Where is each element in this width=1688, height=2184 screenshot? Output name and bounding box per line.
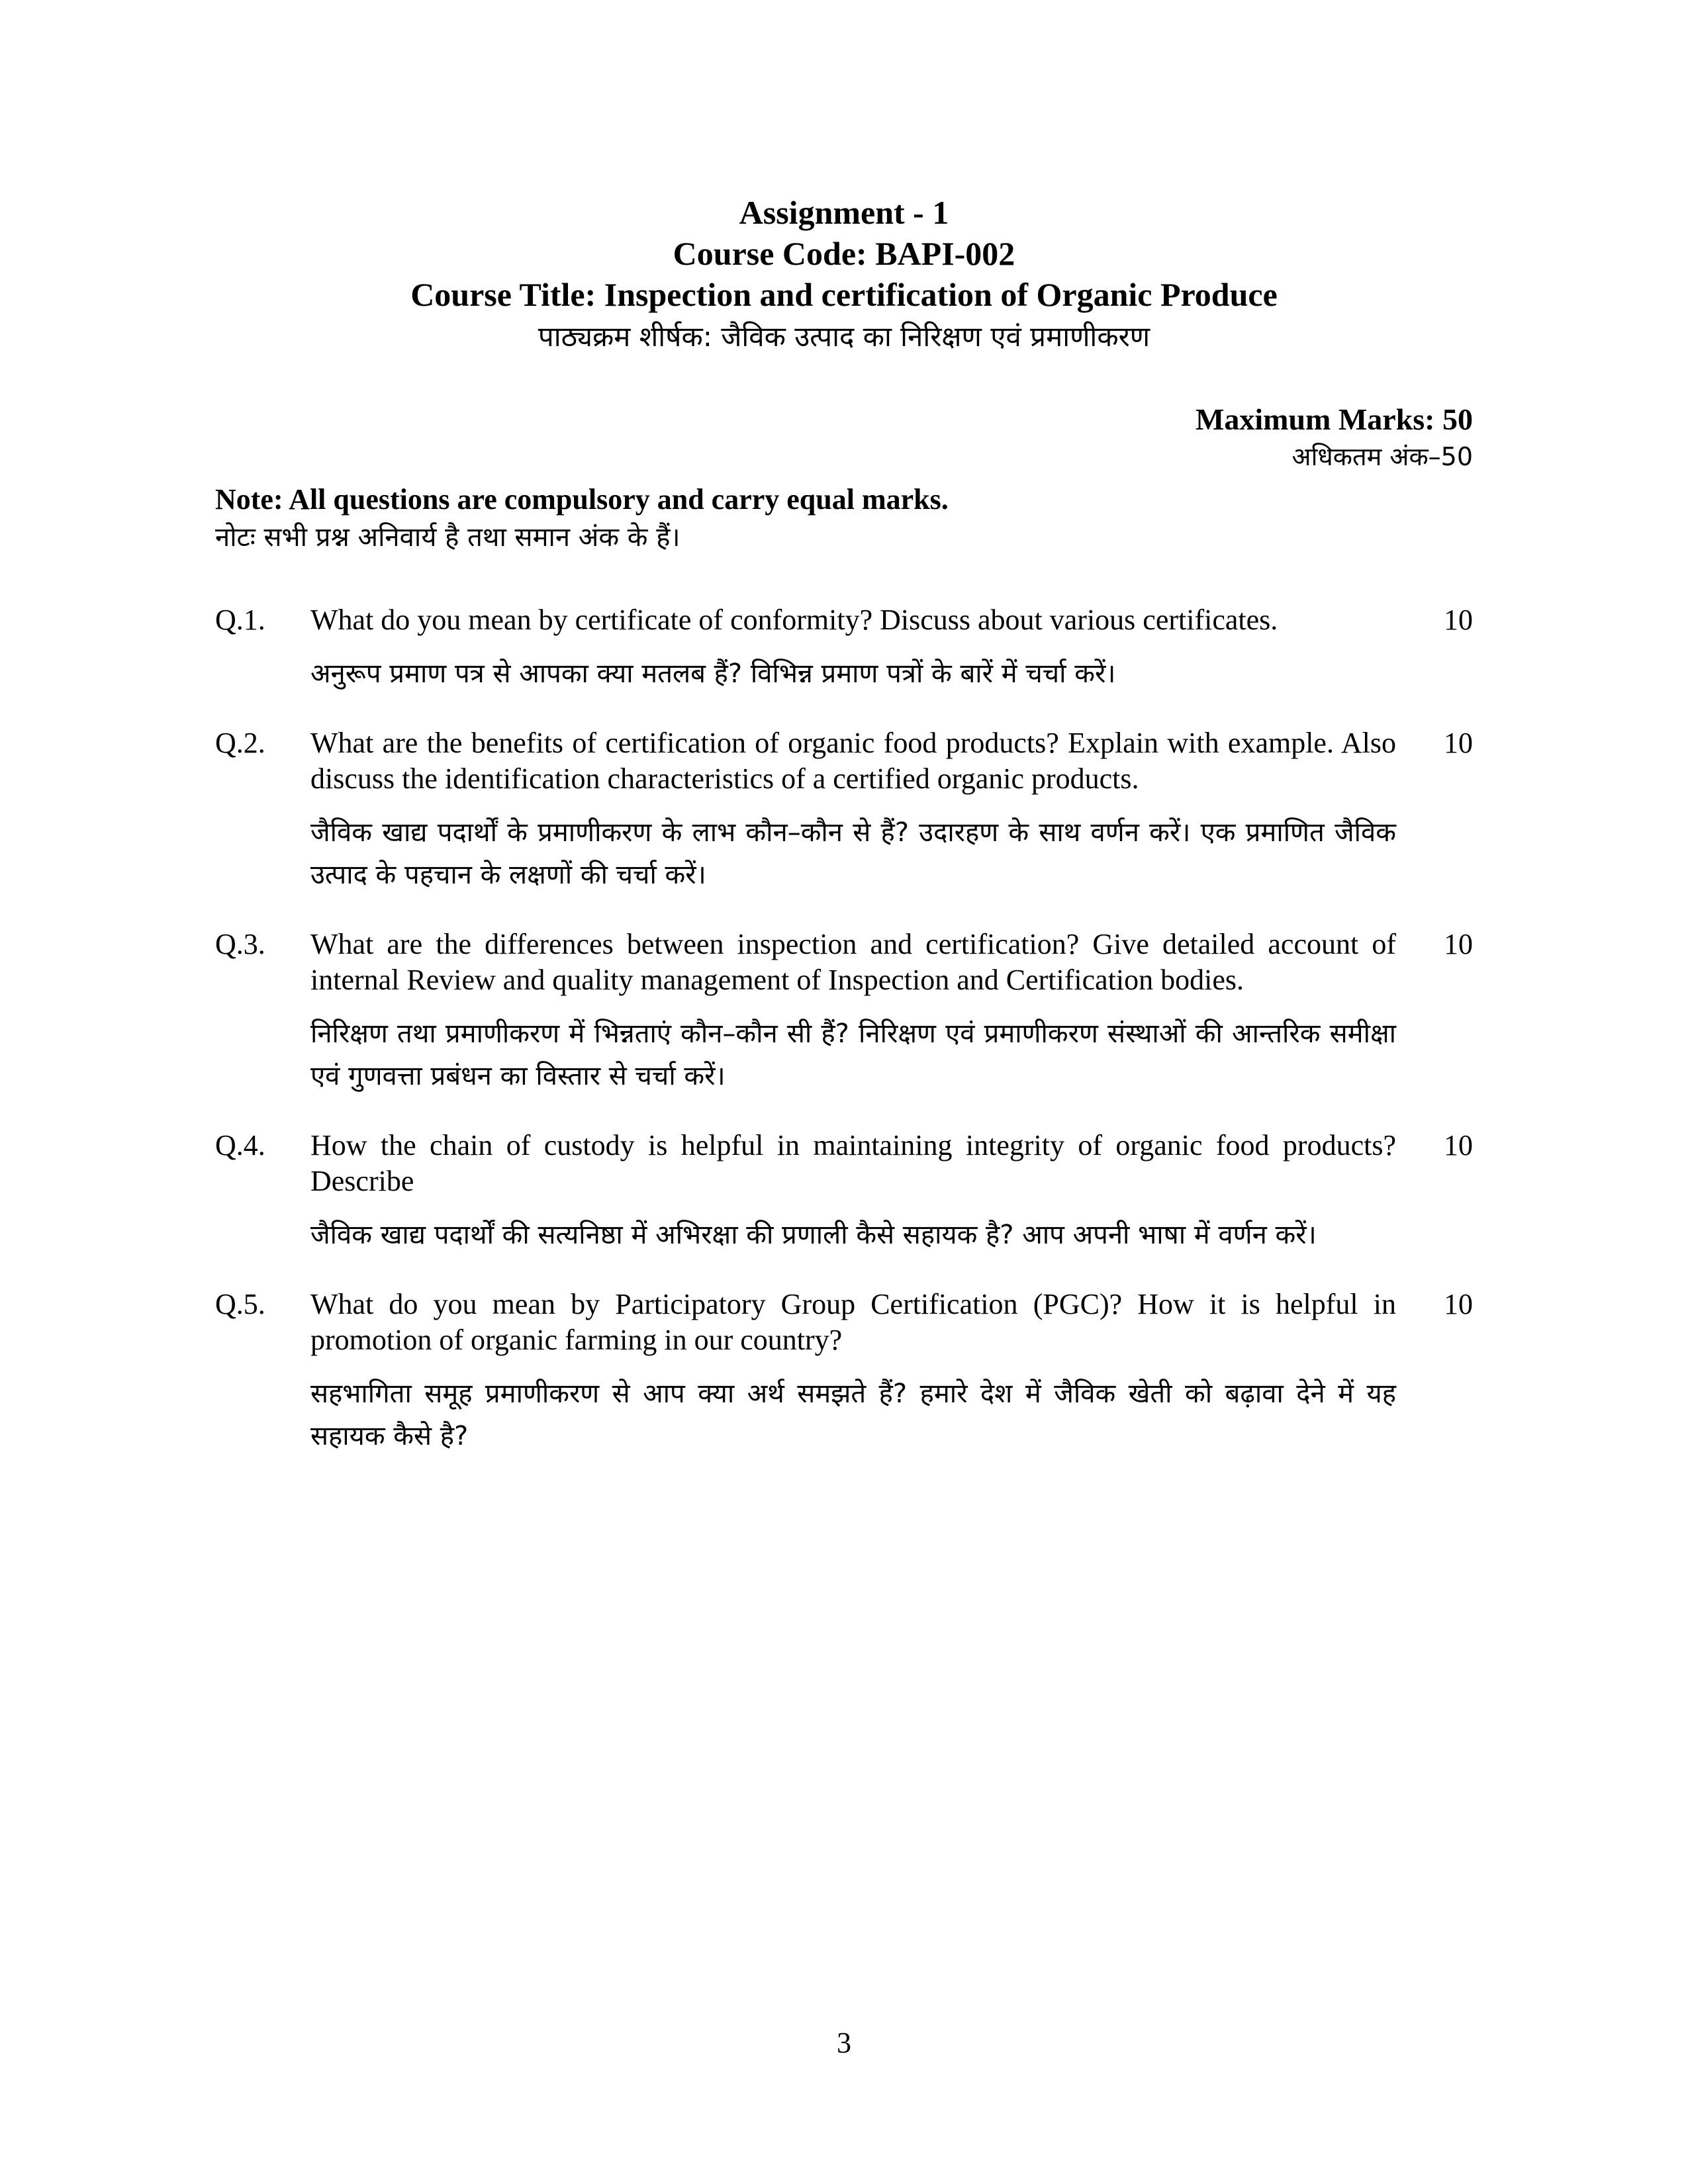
question-4 [215,1128,1473,1256]
course-title: Course Title: Inspection and certification of Organic Produce [410,276,1278,313]
maximum-marks [1196,401,1473,475]
question-list [215,602,1473,1488]
question-text-hindi: जैविक खाद्य पदार्थों के प्रमाणीकरण के लाभ कौन–कौन से हैं? उदारहण के साथ वर्णन करें। एक प्रमाणित जैविक उत्पाद के पहचान के लक्षणों की चर्चा करें। [310,817,1396,890]
question-text-hindi: निरिक्षण तथा प्रमाणीकरण में भिन्नताएं कौन–कौन सी हैं? निरिक्षण एवं प्रमाणीकरण संस्थाओं की आन्तरिक समीक्षा एवं गुणवत्ता प्रबंधन का विस्तार से चर्चा करें। [310,1019,1396,1091]
assignment-title: Assignment - 1 [739,194,949,231]
question-number: Q.3. [215,928,265,960]
question-5 [215,1287,1473,1457]
question-body [310,1287,1396,1457]
question-text: What are the differences between inspection and certification? Give detailed account of internal Review and quality management of Inspection and Certification bodies. [310,928,1396,996]
question-marks: 10 [1444,727,1473,759]
note-hindi: नोटः सभी प्रश्न अनिवार्य है तथा समान अंक के हैं। [215,522,680,553]
question-body [310,725,1396,896]
question-text-hindi: अनुरूप प्रमाण पत्र से आपका क्या मतलब हैं? विभिन्न प्रमाण पत्रों के बारें में चर्चा करें। [310,659,1116,689]
question-2 [215,725,1473,896]
question-number: Q.5. [215,1288,265,1320]
question-number: Q.4. [215,1129,265,1161]
question-marks: 10 [1444,1129,1473,1161]
question-marks: 10 [1444,604,1473,636]
question-text-hindi: जैविक खाद्य पदार्थों की सत्यनिष्ठा में अभिरक्षा की प्रणाली कैसे सहायक है? आप अपनी भाषा में वर्णन करें। [310,1220,1317,1250]
question-body [310,927,1396,1097]
question-marks: 10 [1444,928,1473,960]
question-text: What do you mean by Participatory Group Certification (PGC)? How it is helpful in promotion of organic farming in our country? [310,1288,1396,1356]
document-header [0,192,1688,357]
instructions-note [215,482,1473,557]
question-text: What do you mean by certificate of conformity? Discuss about various certificates. [310,604,1278,636]
question-body [310,602,1396,695]
question-text: What are the benefits of certification of organic food products? Explain with example. Also discuss the identification characteristics of a certified organic products. [310,727,1396,795]
question-number: Q.2. [215,727,265,759]
course-title-hindi: पाठ्यक्रम शीर्षक: जैविक उत्पाद का निरिक्षण एवं प्रमाणीकरण [538,320,1150,353]
question-number: Q.1. [215,604,265,636]
question-3 [215,927,1473,1097]
note-english: Note: All questions are compulsory and carry equal marks. [215,483,949,516]
question-marks: 10 [1444,1288,1473,1320]
course-code: Course Code: BAPI-002 [673,235,1015,272]
question-text-hindi: सहभागिता समूह प्रमाणीकरण से आप क्या अर्थ समझते हैं? हमारे देश में जैविक खेती को बढ़ावा देने में यह सहायक कैसे है? [310,1379,1396,1451]
question-text: How the chain of custody is helpful in maintaining integrity of organic food products? Describe [310,1129,1396,1197]
question-1 [215,602,1473,695]
question-body [310,1128,1396,1256]
page-number: 3 [837,2026,851,2059]
maximum-marks-hindi: अधिकतम अंक–50 [1291,442,1473,471]
maximum-marks-english: Maximum Marks: 50 [1195,402,1473,436]
